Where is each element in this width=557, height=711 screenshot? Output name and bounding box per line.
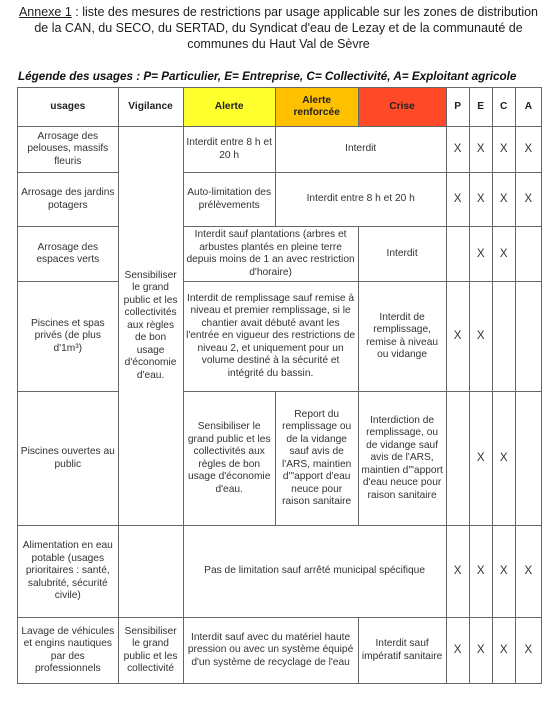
- table-row: [18, 282, 542, 392]
- legend-usages: Légende des usages : P= Particulier, E= Entreprise, C= Collectivité, A= Exploitant agricole: [18, 70, 517, 83]
- mark-e: X: [469, 618, 492, 684]
- document-header: [12, 4, 545, 52]
- crise-cell: Interdiction de remplissage, ou de vidange sauf avis de l'ARS, maintien d'"apport d'eau neuce pour raison sanitaire: [358, 392, 446, 526]
- vigilance-empty: [118, 526, 183, 618]
- alerte-cell: Sensibiliser le grand public et les collectivités aux règles de bon usage d'économie d'eau.: [183, 392, 275, 526]
- alerte-cell: Interdit entre 8 h et 20 h: [183, 127, 275, 173]
- col-header-alerte-renforcee: Alerte renforcée: [275, 88, 358, 127]
- table-row: [18, 618, 542, 684]
- usage-cell: Lavage de véhicules et engins nautiques par des professionnels: [18, 618, 119, 684]
- restrictions-table: [17, 87, 542, 684]
- mark-p: X: [446, 173, 469, 227]
- usage-cell: Piscines ouvertes au public: [18, 392, 119, 526]
- alerte-renforcee-cell: Interdit sauf plantations (arbres et arbustes plantés en pleine terre depuis moins de 1 an avec restriction d'horaire): [183, 227, 358, 282]
- table-row: [18, 227, 542, 282]
- renforcee-cell: Report du remplissage ou de la vidange sauf avis de l'ARS, maintien d'"apport d'eau neuce pour raison sanitaire: [275, 392, 358, 526]
- crise-cell: Interdit de remplissage, remise à niveau ou vidange: [358, 282, 446, 392]
- alerte-cell: Auto-limitation des prélèvements: [183, 173, 275, 227]
- col-header-usages: usages: [18, 88, 119, 127]
- mark-e: X: [469, 282, 492, 392]
- annexe-title: : liste des mesures de restrictions par usage applicable sur les zones de distribution de la CAN, du SECO, du SERTAD, du Syndicat d'eau de Lezay et de la communauté de communes du Haut Val de Sèvre: [34, 5, 539, 51]
- usage-cell: Arrosage des pelouses, massifs fleuris: [18, 127, 119, 173]
- annexe-label: Annexe 1: [18, 5, 72, 19]
- mark-a-empty: [515, 392, 541, 526]
- mark-a-empty: [515, 227, 541, 282]
- vigilance-cell: Sensibiliser le grand public et les collectivité: [118, 618, 183, 684]
- crise-cell: Interdit: [358, 227, 446, 282]
- vigilance-common-cell: Sensibiliser le grand public et les collectivités aux règles de bon usage d'économie d'eau.: [118, 127, 183, 526]
- usage-cell: Arrosage des jardins potagers: [18, 173, 119, 227]
- renforcee-crise-cell: Interdit: [275, 127, 446, 173]
- mark-c: X: [492, 173, 515, 227]
- mark-e: X: [469, 526, 492, 618]
- mark-a: X: [515, 618, 541, 684]
- col-header-p: P: [446, 88, 469, 127]
- table-row: [18, 127, 542, 173]
- mark-p: X: [446, 282, 469, 392]
- col-header-a: A: [515, 88, 541, 127]
- mark-p-empty: [446, 392, 469, 526]
- mark-a: X: [515, 526, 541, 618]
- alerte-renforcee-cell: Interdit sauf avec du matériel haute pression ou avec un système équipé d'un système de recyclage de l'eau: [183, 618, 358, 684]
- renforcee-crise-cell: Interdit entre 8 h et 20 h: [275, 173, 446, 227]
- table-row: [18, 526, 542, 618]
- col-header-vigilance: Vigilance: [118, 88, 183, 127]
- mark-e: X: [469, 227, 492, 282]
- col-header-e: E: [469, 88, 492, 127]
- mark-a: X: [515, 173, 541, 227]
- mark-p: X: [446, 526, 469, 618]
- col-header-alerte: Alerte: [183, 88, 275, 127]
- all-levels-cell: Pas de limitation sauf arrêté municipal spécifique: [183, 526, 446, 618]
- table-row: [18, 173, 542, 227]
- alerte-renforcee-cell: Interdit de remplissage sauf remise à niveau et premier remplissage, si le chantier avait débuté avant les l'entrée en vigueur des restrictions de niveau 2, et uniquement pour un volume destiné à la sécurité et intégrité du bassin.: [183, 282, 358, 392]
- usage-cell: Arrosage des espaces verts: [18, 227, 119, 282]
- mark-e: X: [469, 392, 492, 526]
- mark-p-empty: [446, 227, 469, 282]
- crise-cell: Interdit sauf impératif sanitaire: [358, 618, 446, 684]
- mark-a: X: [515, 127, 541, 173]
- mark-a-empty: [515, 282, 541, 392]
- mark-e: X: [469, 173, 492, 227]
- usage-cell: Alimentation en eau potable (usages prioritaires : santé, salubrité, sécurité civile): [18, 526, 119, 618]
- table-header-row: [18, 88, 542, 127]
- mark-c: X: [492, 618, 515, 684]
- table-row: [18, 392, 542, 526]
- mark-c-empty: [492, 282, 515, 392]
- mark-p: X: [446, 127, 469, 173]
- mark-c: X: [492, 127, 515, 173]
- usage-cell: Piscines et spas privés (de plus d'1m³): [18, 282, 119, 392]
- mark-c: X: [492, 227, 515, 282]
- mark-c: X: [492, 526, 515, 618]
- col-header-crise: Crise: [358, 88, 446, 127]
- mark-c: X: [492, 392, 515, 526]
- col-header-c: C: [492, 88, 515, 127]
- mark-e: X: [469, 127, 492, 173]
- mark-p: X: [446, 618, 469, 684]
